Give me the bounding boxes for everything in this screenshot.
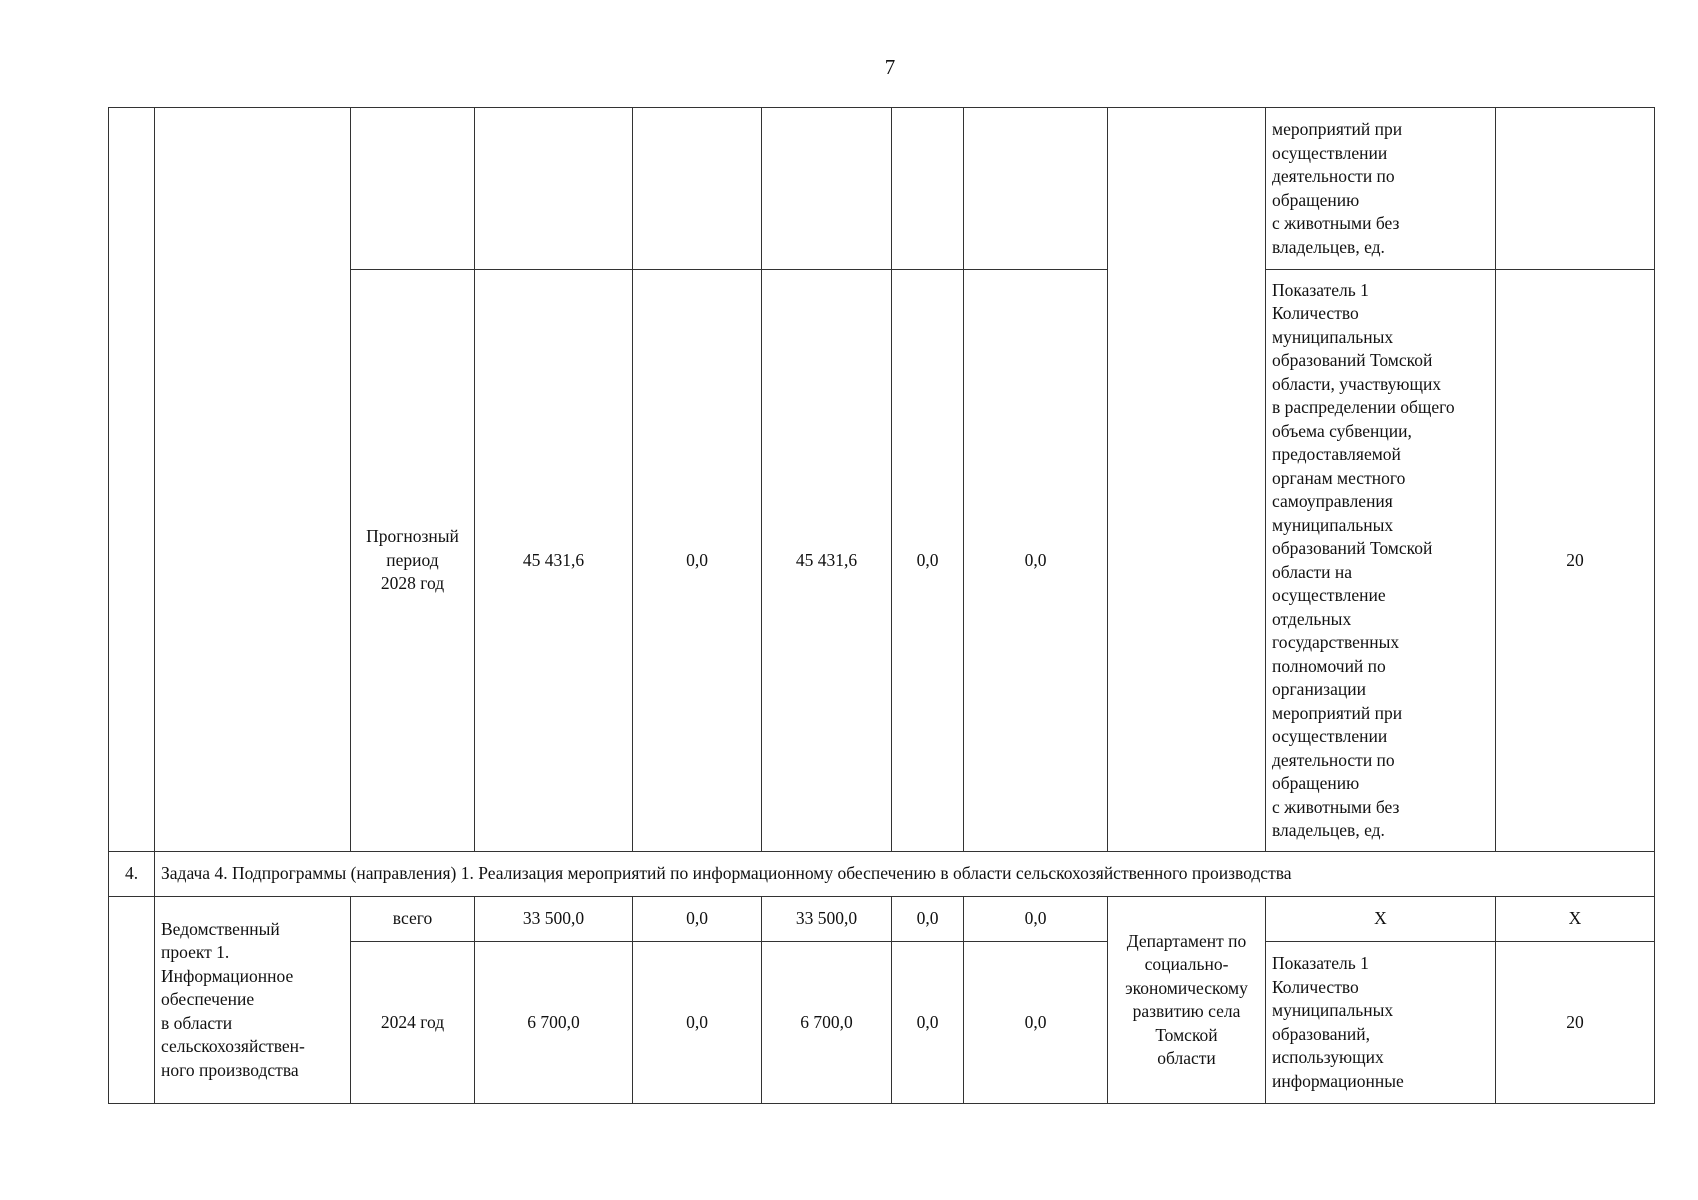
indicator-continued-line: осуществлении <box>1272 142 1388 163</box>
indicator-2028-line: Показатель 1 <box>1272 279 1369 300</box>
indicator-2028-line: государственных <box>1272 632 1400 652</box>
program-table <box>108 107 1655 1104</box>
indicator-2028-line: муниципальных <box>1272 326 1394 347</box>
indicator-2024-value: 20 <box>1496 942 1655 1104</box>
indicator-continued-line: деятельности по <box>1272 166 1395 186</box>
indicator-value-empty <box>1496 108 1655 270</box>
indicator-2024-line: муниципальных <box>1272 1000 1394 1020</box>
task-title: Задача 4. Подпрограммы (направления) 1. Реализация мероприятий по информационному обеспечению в области сельскохозяйственного производства <box>155 852 1655 897</box>
federal-2028: 0,0 <box>633 270 762 852</box>
indicator-2024-line: образований, <box>1272 1023 1371 1044</box>
task-number: 4. <box>109 852 155 897</box>
indicator-2028-line: объема субвенции, <box>1272 420 1412 441</box>
indicator-2028-line: осуществление <box>1272 585 1386 605</box>
indicator-2024-line: использующих <box>1272 1047 1384 1067</box>
executor-line: социально- <box>1144 954 1229 974</box>
indicator-2028-line: организации <box>1272 679 1366 699</box>
indicator-2028-line: отдельных <box>1272 608 1352 629</box>
executor-cell <box>1108 897 1266 1104</box>
indicator-2028-line: деятельности по <box>1272 749 1395 770</box>
other-total: 0,0 <box>964 897 1108 942</box>
indicator-2028-line: мероприятий при <box>1272 702 1403 723</box>
local-2028: 0,0 <box>892 270 964 852</box>
indicator-2028-value: 20 <box>1496 270 1655 852</box>
total-2024: 6 700,0 <box>475 942 633 1104</box>
period-cell-empty <box>351 108 475 270</box>
indicator-2028-line: области, участвующих <box>1272 373 1442 394</box>
indicator-2024-line: Количество <box>1272 976 1359 997</box>
project-name-cell <box>155 897 351 1104</box>
indicator-2028-line: обращению <box>1272 773 1360 793</box>
project-number-empty <box>109 897 155 1104</box>
total-2028: 45 431,6 <box>475 270 633 852</box>
indicator-2024-cell <box>1266 942 1496 1104</box>
executor-line: развитию села <box>1132 1001 1241 1021</box>
indicator-2028-line: образований Томской <box>1272 538 1433 558</box>
executor-line: экономическому <box>1125 977 1248 998</box>
period-2028-line: 2028 год <box>380 573 445 594</box>
regional-cell-empty <box>762 108 892 270</box>
project-name-line: Информационное <box>161 965 294 986</box>
period-total: всего <box>351 897 475 942</box>
project-name-line: в области <box>161 1012 233 1033</box>
other-cell-empty <box>964 108 1108 270</box>
regional-2024: 6 700,0 <box>762 942 892 1104</box>
project-name-line: ного производства <box>161 1059 299 1080</box>
federal-total: 0,0 <box>633 897 762 942</box>
indicator-2028-line: области на <box>1272 561 1353 582</box>
period-2024: 2024 год <box>351 942 475 1104</box>
indicator-2024-line: информационные <box>1272 1070 1404 1091</box>
regional-2028: 45 431,6 <box>762 270 892 852</box>
indicator-continued-line: владельцев, ед. <box>1272 236 1385 257</box>
indicator-continued-line: с животными без <box>1272 213 1400 233</box>
indicator-2028-line: муниципальных <box>1272 514 1394 535</box>
number-cell-empty <box>109 108 155 852</box>
indicator-total: Х <box>1266 897 1496 942</box>
indicator-2028-line: Количество <box>1272 303 1359 323</box>
project-name-line: сельскохозяйствен- <box>161 1036 305 1057</box>
federal-cell-empty <box>633 108 762 270</box>
indicator-2028-line: образований Томской <box>1272 350 1433 370</box>
page-number: 7 <box>884 55 896 79</box>
executor-line: Департамент по <box>1126 930 1247 951</box>
indicator-continued-line: обращению <box>1272 189 1360 210</box>
indicator-2024-line: Показатель 1 <box>1272 953 1369 973</box>
indicator-continued-line: мероприятий при <box>1272 119 1403 139</box>
executor-line: Томской <box>1155 1024 1218 1045</box>
indicator-2028-cell <box>1266 270 1496 852</box>
indicator-total-value: Х <box>1496 897 1655 942</box>
federal-2024: 0,0 <box>633 942 762 1104</box>
regional-total: 33 500,0 <box>762 897 892 942</box>
total-cell-empty <box>475 108 633 270</box>
other-2024: 0,0 <box>964 942 1108 1104</box>
project-name-line: Ведомственный <box>161 918 280 939</box>
indicator-continued <box>1266 108 1496 270</box>
executor-cell-empty <box>1108 108 1266 852</box>
indicator-2028-line: с животными без <box>1272 796 1400 817</box>
indicator-2028-line: самоуправления <box>1272 491 1393 511</box>
indicator-2028-line: органам местного <box>1272 467 1406 488</box>
local-cell-empty <box>892 108 964 270</box>
total-total: 33 500,0 <box>475 897 633 942</box>
local-2024: 0,0 <box>892 942 964 1104</box>
period-2028-cell <box>351 270 475 852</box>
indicator-2028-line: владельцев, ед. <box>1272 820 1385 840</box>
local-total: 0,0 <box>892 897 964 942</box>
indicator-2028-line: в распределении общего <box>1272 397 1455 417</box>
period-2028-line: период <box>386 549 439 570</box>
project-name-line: обеспечение <box>161 989 255 1010</box>
project-name-line: проект 1. <box>161 942 230 963</box>
other-2028: 0,0 <box>964 270 1108 852</box>
indicator-2028-line: полномочий по <box>1272 655 1386 676</box>
indicator-2028-line: осуществлении <box>1272 726 1388 746</box>
indicator-2028-line: предоставляемой <box>1272 444 1401 464</box>
executor-line: области <box>1157 1048 1216 1068</box>
period-2028-line: Прогнозный <box>366 526 459 547</box>
name-cell-empty <box>155 108 351 852</box>
